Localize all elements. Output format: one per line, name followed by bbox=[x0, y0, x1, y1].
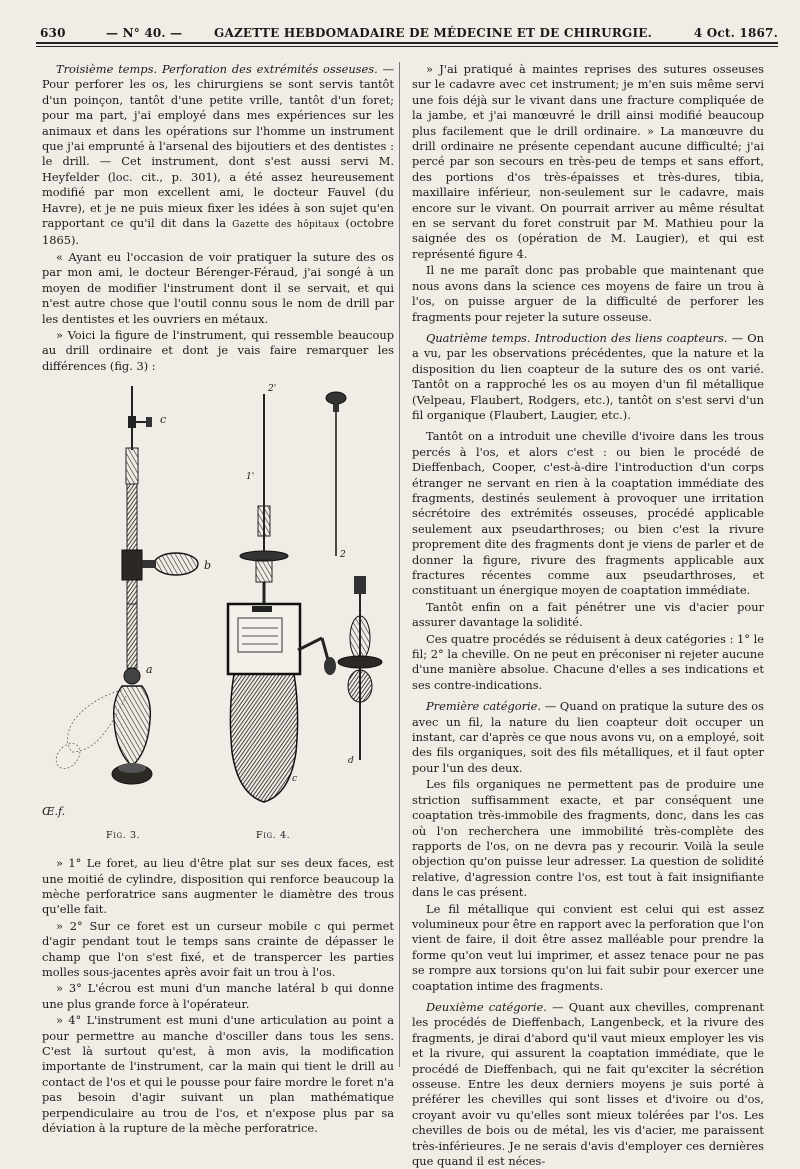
paragraph: Quatrième temps. Introduction des liens coapteurs. — On a vu, par les observations précédentes, que la nature et la disposition du lien coapteur de la suture des os ont varié. Tantôt on a rapproché les os au moyen d'un fil métallique (Velpeau, Flaubert, Rodgers, etc.), tantôt on s'est servi d'un fil organique (Flaubert, Laugier, etc.). bbox=[412, 330, 764, 422]
header-rule-thin bbox=[36, 46, 778, 47]
paragraph: » 3° L'écrou est muni d'un manche latéral b qui donne une plus grande force à l'opérateur. bbox=[42, 981, 394, 1011]
paragraph: Le fil métallique qui convient est celui qui est assez volumineux pour être en rapport avec la perforation que l'on vient de faire, il doit être assez malléable pour prendre la forme qu'on veut lui imprimer, et assez tenace pour ne pas se rompre aux torsions qu'on lui fait subir pour exercer une coaptation intime des fragments. bbox=[412, 901, 764, 993]
paragraph: « Ayant eu l'occasion de voir pratiquer la suture des os par mon ami, le docteur Bérenger-Féraud, j'ai songé à un moyen de modifier l'instrument dont il se servait, et qui n'est autre chose que l'outil connu sous le nom de drill par les dentistes et les ouvriers en métaux. bbox=[42, 249, 394, 326]
fig4-label-1prime: 1' bbox=[246, 472, 255, 483]
issue-number: — N° 40. — bbox=[106, 26, 183, 40]
page-number: 630 bbox=[40, 26, 66, 40]
fig4-label-2: 2 bbox=[340, 550, 346, 561]
right-column bbox=[412, 62, 764, 1169]
paragraph: Première catégorie. — Quand on pratique la suture des os avec un fil, la nature du lien coapteur doit occuper un instant, car d'après ce que nous avons vu, on a employé, soit des fils organiques, soit des fils métalliques, et il faut opter pour l'un des deux. bbox=[412, 699, 764, 775]
paragraph: Les fils organiques ne permettent pas de produire une striction suffisamment exacte, et par conséquent une coaptation très-immobile des fragments, donc, dans les cas où l'on recherchera une immobilité très-complète des rapports de l'os, on ne devra pas y recourir. Voilà la seule objection qu'on puisse leur adresser. La question de solidité relative, d'agression contre l'os, est tout à fait insignifiante dans le cas présent. bbox=[412, 777, 764, 900]
paragraph: Deuxième catégorie. — Quant aux chevilles, comprenant les procédés de Dieffenbach, Langenbeck, et la rivure des fragments, je dirai d'abord qu'il vaut mieux employer les vis et la rivure, qui assurent la coaptation immédiate, que le procédé de Dieffenbach, qui ne fait qu'exciter la sécrétion osseuse. Entre les deux derniers moyens je suis porté à préférer les chevilles qui sont lisses et d'ivoire ou d'os, croyant avoir vu qu'elles sont mieux tolérées par l'os. Les chevilles de bois ou de métal, les vis d'acier, me paraissent très-inférieures. Je ne serais d'avis d'employer ces dernières que quand il est néces- bbox=[412, 999, 764, 1169]
fig3-label-a: a bbox=[146, 663, 153, 677]
page-header bbox=[36, 4, 778, 38]
paragraph: » 1° Le foret, au lieu d'être plat sur ses deux faces, est une moitié de cylindre, disposition qui renforce beaucoup la mèche perforatrice sans augmenter le diamètre des trous qu'elle fait. bbox=[42, 856, 394, 917]
paragraph: Il ne me paraît donc pas probable que maintenant que nous avons dans la science ces moyens de faire un trou à l'os, on puisse arguer de la difficulté de perforer les fragments pour rejeter la suture osseuse. bbox=[412, 263, 764, 324]
journal-reference: Gazette des hôpitaux bbox=[232, 220, 340, 231]
fig4-caption: Fig. 4. bbox=[256, 830, 291, 842]
fig3-caption: Fig. 3. bbox=[106, 830, 141, 842]
paragraph: Ces quatre procédés se réduisent à deux catégories : 1° le fil; 2° la cheville. On ne peut en préconiser ni rejeter aucune d'une manière absolue. Chacune d'elles a ses indications et ses contre-indications. bbox=[412, 631, 764, 692]
fig3-drill bbox=[51, 386, 198, 784]
paragraph: Tantôt enfin on a fait pénétrer une vis d'acier pour assurer davantage la solidité. bbox=[412, 599, 764, 630]
journal-title: GAZETTE HEBDOMADAIRE DE MÉDECINE ET DE CHIRURGIE. bbox=[214, 26, 652, 40]
section-heading: Quatrième temps. Introduction des liens coapteurs. bbox=[426, 330, 728, 345]
section-heading: Première catégorie. bbox=[426, 699, 542, 714]
paragraph: » J'ai pratiqué à maintes reprises des sutures osseuses sur le cadavre avec cet instrument; je m'en suis même servi une fois déjà sur le vivant dans une fracture compliquée de la jambe, et j'ai manœuvré le drill ainsi modifié beaucoup plus facilement que le drill ordinaire. » La manœuvre du drill ordinaire ne présente cependant aucune difficulté; j'ai percé par son secours en très-peu de temps et sans effort, des portions d'os très-épaisses et très-dures, tibia, maxillaire inférieur, non-seulement sur le cadavre, mais encore sur le vivant. On pourrait arriver au même résultat en se servant du foret construit par M. Mathieu pour la saignée des os (opération de M. Laugier), et qui est représenté figure 4. bbox=[412, 62, 764, 261]
section-heading: Troisième temps. Perforation des extrémités osseuses. bbox=[56, 62, 378, 76]
fig4-drill bbox=[228, 392, 382, 802]
fig4-label-2prime: 2' bbox=[268, 384, 277, 395]
section-heading: Deuxième catégorie. bbox=[426, 999, 547, 1014]
fig3-label-b: b bbox=[204, 559, 212, 573]
header-rule bbox=[36, 42, 778, 44]
paragraph: Tantôt on a introduit une cheville d'ivoire dans les trous percés à l'os, et alors c'est : ou bien le procédé de Dieffenbach, Cooper, c'est-à-dire l'introduction d'un corps étranger ne servant en rien à la coaptation immédiate des fragments, destinés seulement à provoquer une irritation sécrétoire des extrémités osseuses, procédé applicable seulement aux pseudarthroses; ou bien c'est la rivure proprement dite des fragments dont je viens de parler et de donner la figure, rivure des fragments applicable aux fractures récentes comme aux pseudarthroses, et constituant un énergique moyen de coaptation immédiate. bbox=[412, 429, 764, 598]
paragraph: » 4° L'instrument est muni d'une articulation au point a pour permettre au manche d'osciller dans tous les sens. C'est là surtout qu'est, à mon avis, la modification importante de l'instrument, car la main qui tient le drill au contact de l'os et qui le pousse pour faire mordre le foret n'a pas besoin d'agir suivant un plan mathématique perpendiculaire au trou de l'os, et n'expose plus par sa déviation à la rupture de la mèche perforatrice. bbox=[42, 1013, 394, 1136]
paragraph: » 2° Sur ce foret est un curseur mobile c qui permet d'agir pendant tout le temps sans crainte de dépasser le champ que l'on s'est fixé, et de transpercer les parties molles sous-jacentes après avoir fait un trou à l'os. bbox=[42, 918, 394, 979]
paragraph: » Voici la figure de l'instrument, qui ressemble beaucoup au drill ordinaire et dont je vais faire remarquer les différences (fig. 3) : bbox=[42, 327, 394, 373]
fig4-label-d: d bbox=[348, 756, 354, 767]
drill-illustration bbox=[42, 380, 394, 850]
left-column bbox=[42, 62, 395, 1136]
engraver-signature: Œ.f. bbox=[42, 805, 66, 819]
engraving-figures bbox=[42, 380, 394, 850]
paragraph: Troisième temps. Perforation des extrémités osseuses. — Pour perforer les os, les chirurgiens se sont servis tantôt d'un poinçon, tantôt d'une petite vrille, tantôt d'un foret; pour ma part, j'ai employé dans mes expériences sur les animaux et dans les opérations sur l'homme un instrument que j'ai emprunté à l'arsenal des bijoutiers et des dentistes : le drill. — Cet instrument, dont s'est aussi servi M. Heyfelder (loc. cit., p. 301), a été assez heureusement modifié par mon excellent ami, le docteur Fauvel (du Havre), et je ne puis mieux fixer les idées à son sujet qu'en rapportant ce qu'il dit dans la Gazette des hôpitaux (octobre 1865). bbox=[42, 62, 395, 248]
fig4-label-c: c bbox=[292, 774, 298, 785]
column-separator bbox=[399, 62, 400, 1067]
issue-date: 4 Oct. 1867. bbox=[693, 26, 778, 40]
fig3-label-c: c bbox=[160, 413, 167, 427]
